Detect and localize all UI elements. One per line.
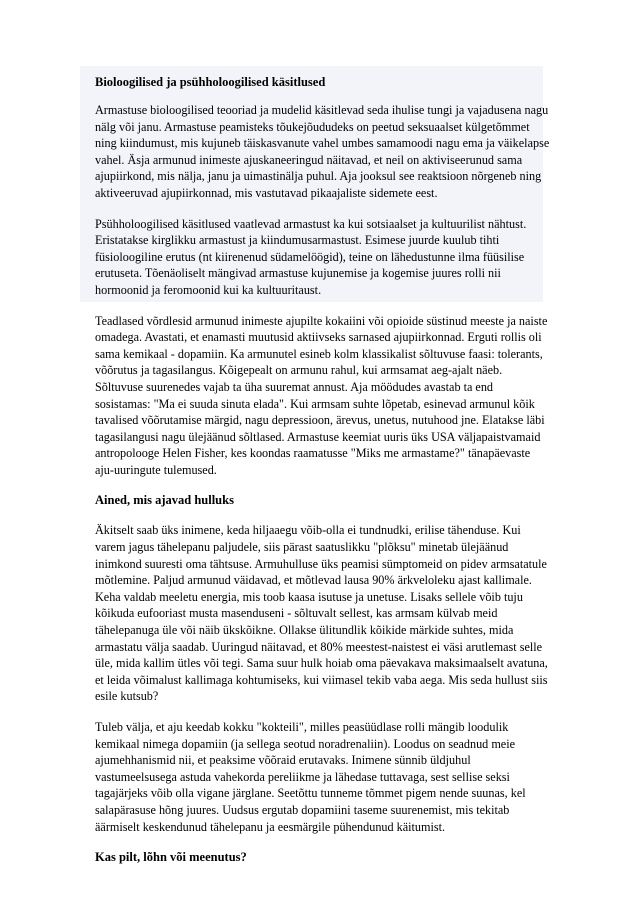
paragraph: Psühholoogilised käsitlused vaatlevad armastust ka kui sotsiaalset ja kultuurilist nähtust. Eristatakse kirglikku armastust ja kiindumusarmastust. Esimese juurde kuulub tihti füsioloogiline erutus (nt kiirenenud südamelöögid), teine on lähedustunne ilma füüsilise erutuseta. Tõenäoliselt mängivad armastuse kujunemise ja kogemise juures rolli nii hormoonid ja feromoonid kui ka kultuuritaust.: [95, 216, 527, 297]
section-heading-picture-smell: Kas pilt, lõhn või meenutus?: [95, 850, 247, 865]
text-column: [95, 74, 550, 865]
section-heading-biological: Bioloogilised ja psühholoogilised käsitlused: [95, 75, 326, 89]
paragraph: Äkitselt saab üks inimene, keda hiljaaegu võib-olla ei tundnudki, erilise tähenduse. Kui varem jagus tähelepanu paljudele, siis pärast saatuslikku "plõksu" minetab ülejäänud inimkond suuresti oma tähtsuse. Armuhulluse üks peamisi sümptomeid on pidev armsatatule mõtlemine. Paljud armunud väidavad, et mõtlevad lausa 90% ärkveloleku ajast kallimale. Keha valdab meeletu energia, mis toob kaasa isutuse ja unetuse. Lisaks sellele võib tuju kõikuda eufooriast musta masenduseni - sõltuvalt sellest, kas armsam külvab meid tähelepanuga üle või näib ükskõikne. Ollakse ülitundlik kõikide märkide suhtes, mida armastatu välja saadab. Uuringud näitavad, et 80% meestest-naistest ei väsi arutlemast selle üle, mida kallim ütles või tegi. Sama suur hulk hoiab oma päevakava maksimaalselt avatuna, et leida võimalust kallimaga kohtumiseks, kui viimasel tekib vaba aega. Mis seda hullust siis esile kutsub?: [95, 523, 548, 704]
paragraph: Tuleb välja, et aju keedab kokku "kokteili", milles peasüüdlase rolli mängib loodulik kemikaal nimega dopamiin (ja sellega seotud noradrenaliin). Loodus on seadnud meie ajumehhanismid nii, et peaksime võõraid erutavaks. Inimene sünnib üldjuhul vastumeelsusega astuda vahekorda pereliikme ja lähedase tuttavaga, sest sellise seksi tagajärjeks võib olla vigane järglane. Seetõttu tunneme tõmmet pigem nende suunas, kel salapärasuse hõng juures. Uudsus ergutab dopamiini taseme suurenemist, mis tekitab äärmiselt keskendunud tähelepanu ja eesmärgile pühendunud käitumist.: [95, 720, 526, 834]
section-heading-substances: Ained, mis ajavad hulluks: [95, 493, 234, 508]
paragraph: Armastuse bioloogilised teooriad ja mudelid käsitlevad seda ihulise tungi ja vajadusena nagu nälg või janu. Armastuse peamisteks tõukejõududeks on peetud seksuaalset külgetõmmet ning kiindumust, mis kujuneb täiskasvanute vahel umbes samamoodi nagu ema ja väikelapse vahel. Äsja armunud inimeste ajuskaneeringud näitavad, et neil on aktiviseerunud sama ajupiirkond, mis nälja, janu ja uimastinälja puhul. Aja jooksul see reaktsioon nõrgeneb ning aktiveeruvad ajupiirkonnad, mis vastutavad pikaajaliste sidemete eest.: [95, 103, 550, 200]
paragraph: Teadlased võrdlesid armunud inimeste ajupilte kokaiini või opioide süstinud meeste ja naiste omadega. Avastati, et enamasti muutusid aktiivseks sarnased ajupiirkonnad. Erguti rollis oli sama kemikaal - dopamiin. Ka armunutel esineb kolm klassikalist sõltuvuse faasi: tolerants, võõrutus ja tagasilangus. Kõigepealt on armunu rahul, kui armsamat aeg-ajalt näeb. Sõltuvuse suurenedes vajab ta üha suuremat annust. Aja möödudes avastab ta end sosistamas: "Ma ei suuda sinuta elada". Kui armsam suhte lõpetab, esinevad armunul kõik tavalised võõrutamise märgid, nagu depressioon, ärevus, unetus, nutuhood jne. Elatakse läbi tagasilangusi nagu ülejäänud sõltlased. Armastuse keemiat uuris üks USA väljapaistvamaid antropolooge Helen Fisher, kes koondas raamatusse "Miks me armastame?" tänapäevaste aju-uuringute tulemused.: [95, 313, 548, 477]
